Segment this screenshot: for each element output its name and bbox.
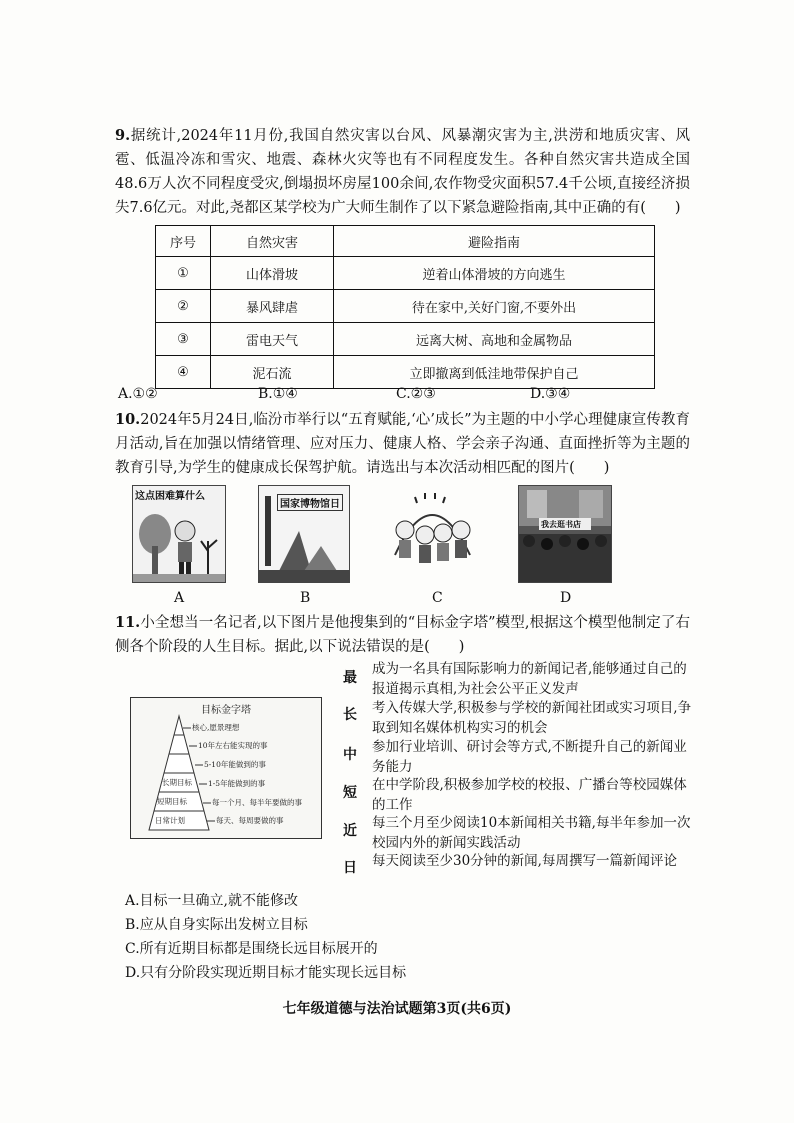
table-cell: ① [156,257,211,290]
pyramid-tier: 短期目标 [157,797,187,806]
question-number: 9. [115,127,131,144]
goal-stage-char: 日 [343,860,357,876]
question-number: 11. [115,614,141,631]
goal-text: 在中学阶段,积极参加学校的校报、广播台等校园媒体的工作 [372,777,687,813]
option-b[interactable]: B.①④ [258,386,298,402]
boy-and-tree-illustration [133,486,225,582]
question-text: 据统计,2024年11月份,我国自然灾害以台风、风暴潮灾害为主,洪涝和地质灾害、风雹、低温冷冻和雪灾、地震、森林火灾等也有不同程度发生。各种自然灾害共造成全国48.6万人次不同程度受灾,倒塌损坏房屋100余间,农作物受灾面积57.4千公顷,直接经济损失7.6亿元。对此,尧都区某学校为广大师生制作了以下紧急避险指南,其中正确的有( ) [115,128,690,216]
picture-b[interactable] [258,485,350,583]
table-header: 避险指南 [334,226,655,257]
pyramid-level: 每一个月、每半年要做的事 [212,798,302,807]
pyramid-tier: 日常计划 [155,816,185,825]
choice-b[interactable]: B.应从自身实际出发树立目标 [125,917,308,933]
option-d[interactable]: D.③④ [530,386,571,402]
page-footer: 七年级道德与法治试题第3页(共6页) [282,1001,512,1017]
table-row [156,323,655,356]
question-10 [115,408,690,480]
picture-caption: 国家博物馆日 [277,494,343,511]
choice-c[interactable]: C.所有近期目标都是围绕长远目标展开的 [125,941,378,957]
question-number: 10. [115,411,141,428]
table-row [156,257,655,290]
pyramid-level: 每天、每周要做的事 [216,816,284,825]
question-9 [115,124,690,220]
pyramid-level: 5-10年能做到的事 [204,760,266,769]
picture-label-c: C [432,590,443,606]
table-header: 自然灾害 [211,226,334,257]
option-c[interactable]: C.②③ [396,386,436,402]
goal-stage-char: 长 [343,707,357,723]
picture-caption: 我去逛书店 [541,519,581,529]
table-cell: ③ [156,323,211,356]
pyramid-title: 目标金字塔 [201,705,251,716]
table-cell: 暴风肆虐 [211,290,334,323]
table-cell: 远离大树、高地和金属物品 [334,323,655,356]
picture-d[interactable] [518,485,612,583]
table-cell: 逆着山体滑坡的方向逃生 [334,257,655,290]
pyramid-tier: 长期目标 [162,778,192,787]
goal-text: 成为一名具有国际影响力的新闻记者,能够通过自己的报道揭示真相,为社会公平正义发声 [372,661,687,697]
option-a[interactable]: A.①② [118,386,158,402]
goal-text: 参加行业培训、研讨会等方式,不断提升自己的新闻业务能力 [372,739,687,775]
question-11 [115,611,690,659]
choice-a[interactable]: A.目标一旦确立,就不能修改 [125,893,299,909]
goal-stage-char: 近 [343,823,357,839]
goal-stage-char: 短 [343,785,357,801]
table-cell: 雷电天气 [211,323,334,356]
pyramid-level: 1-5年能做到的事 [208,779,266,788]
goal-text: 每天阅读至少30分钟的新闻,每周撰写一篇新闻评论 [372,853,677,869]
picture-a[interactable] [132,485,226,583]
table-cell: ④ [156,356,211,389]
crowd-photo [519,486,611,582]
picture-c[interactable] [385,485,480,581]
jumping-rope-kids-illustration [385,485,480,581]
table-cell: 立即撤离到低洼地带保护自己 [334,356,655,389]
picture-label-b: B [300,590,311,606]
goal-stage-char: 最 [343,670,357,686]
table-header: 序号 [156,226,211,257]
choice-d[interactable]: D.只有分阶段实现近期目标才能实现长远目标 [125,965,407,981]
goal-stage-char: 中 [343,747,357,763]
table-cell: 泥石流 [211,356,334,389]
picture-label-a: A [174,590,185,606]
table-cell: 待在家中,关好门窗,不要外出 [334,290,655,323]
picture-caption: 这点困难算什么 [135,491,205,502]
question-text: 小全想当一名记者,以下图片是他搜集到的“目标金字塔”模型,根据这个模型他制定了右侧各个阶段的人生目标。据此,以下说法错误的是( ) [115,615,690,655]
table-cell: 山体滑坡 [211,257,334,290]
disaster-table [155,225,655,389]
table-header-row [156,226,655,257]
goal-text: 每三个月至少阅读10本新闻相关书籍,每半年参加一次校园内外的新闻实践活动 [372,815,691,851]
table-row [156,356,655,389]
goal-text: 考入传媒大学,积极参与学校的新闻社团或实习项目,争取到知名媒体机构实习的机会 [372,700,692,736]
pyramid-level: 10年左右能实现的事 [198,741,268,750]
table-cell: ② [156,290,211,323]
pyramid-level: 核心,愿景理想 [192,723,240,732]
table-row [156,290,655,323]
museum-day-illustration [259,486,349,582]
picture-label-d: D [560,590,572,606]
question-text: 2024年5月24日,临汾市举行以“五育赋能,‘心’成长”为主题的中小学心理健康宣传教育月活动,旨在加强以情绪管理、应对压力、健康人格、学会亲子沟通、直面挫折等为主题的教育引导,为学生的健康成长保驾护航。请选出与本次活动相匹配的图片( ) [115,412,690,476]
goal-pyramid [130,697,322,839]
